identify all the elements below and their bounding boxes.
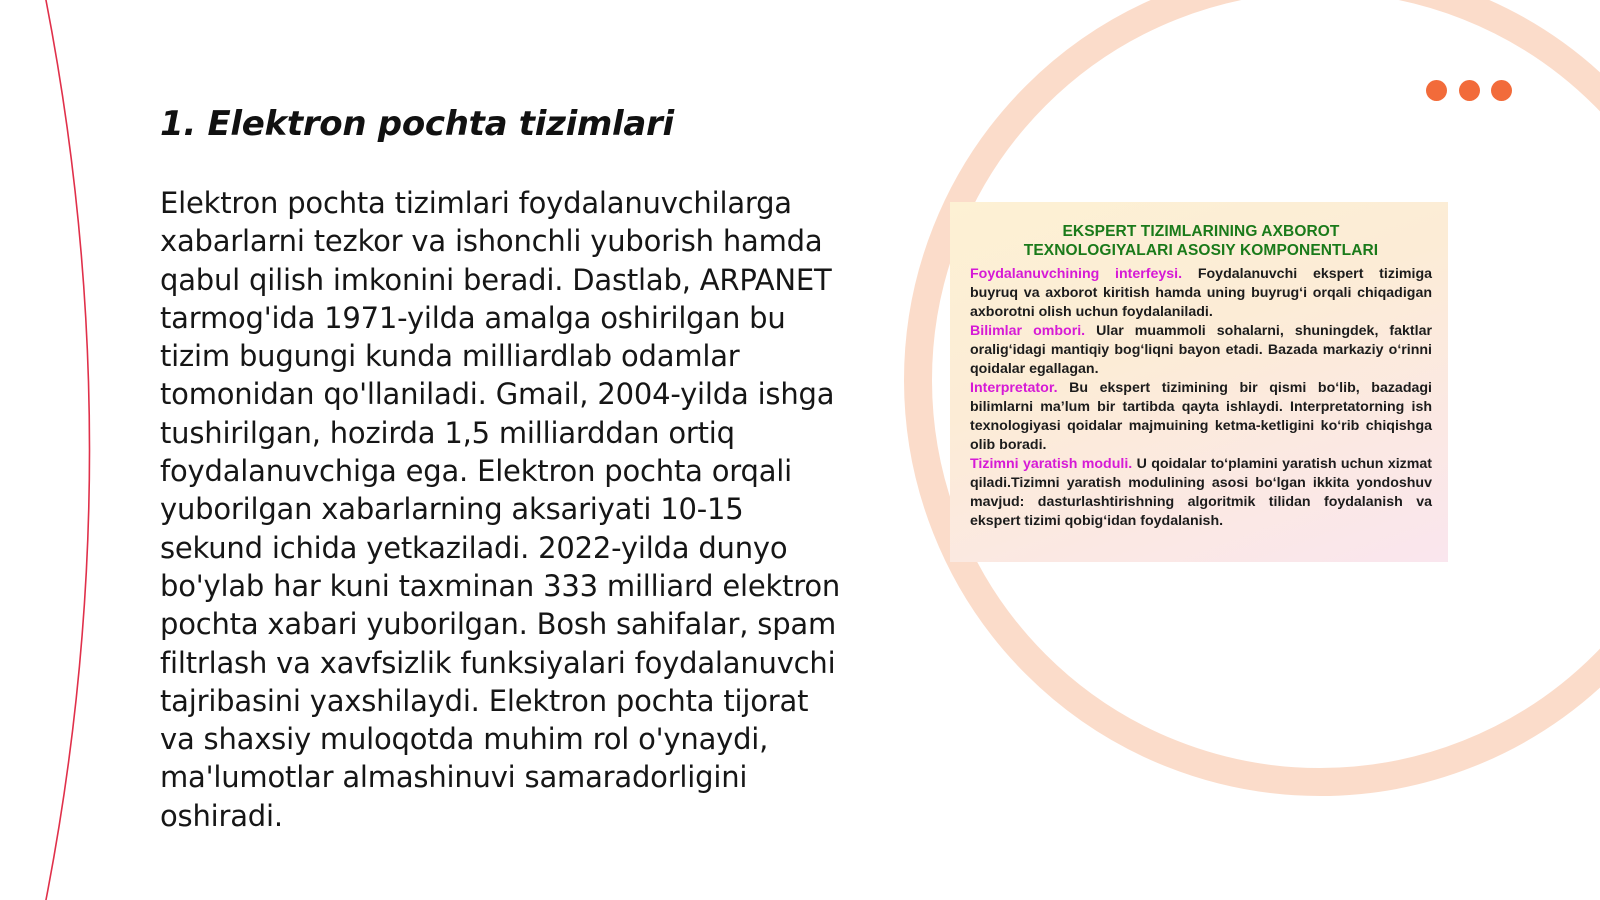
figure-item-term: Foydalanuvchining interfeysi. bbox=[970, 266, 1183, 282]
dot bbox=[1491, 80, 1512, 101]
figure-title bbox=[970, 222, 1432, 260]
slide-title: 1. Elektron pochta tizimlari bbox=[160, 104, 674, 144]
figure-item bbox=[970, 455, 1432, 531]
figure-item bbox=[970, 265, 1432, 322]
figure-item-text: Bu ekspert tizimining bir qismi bo‘lib, bazadagi bilimlarni ma’lum bir tartibda qayta ishlaydi. Interpretatorning ish texnologiyasi qoidalar majmuining ketma-ketligini ko‘rib chiqishga olib boradi. bbox=[970, 380, 1432, 453]
three-dots-icon bbox=[1426, 79, 1512, 101]
dot bbox=[1459, 80, 1480, 101]
figure-item-term: Bilimlar ombori. bbox=[970, 323, 1086, 339]
figure-item bbox=[970, 379, 1432, 455]
figure-item bbox=[970, 322, 1432, 379]
slide-body-text: Elektron pochta tizimlari foydalanuvchilarga xabarlarni tezkor va ishonchli yuborish hamda qabul qilish imkonini beradi. Dastlab, ARPANET tarmog'ida 1971-yilda amalga oshirilgan bu tizim bugungi kunda milliardlab odamlar tomonidan qo'llaniladi. Gmail, 2004-yilda ishga tushirilgan, hozirda 1,5 milliarddan ortiq foydalanuvchiga ega. Elektron pochta orqali yuborilgan xabarlarning aksariyati 10-15 sekund ichida yetkaziladi. 2022-yilda dunyo bo'ylab har kuni taxminan 333 milliard elektron pochta xabari yuborilgan. Bosh sahifalar, spam filtrlash va xavfsizlik funksiyalari foydalanuvchi tajribasini yaxshilaydi. Elektron pochta tijorat va shaxsiy muloqotda muhim rol o'ynaydi, ma'lumotlar almashinuvi samaradorligini oshiradi. bbox=[160, 186, 841, 833]
figure-item-text: Foydalanuvchi ekspert tizimiga buyruq va axborot kiritish hamda uning buyrug‘i orqali chiqadigan axborotni olish uchun foydalaniladi. bbox=[970, 266, 1432, 320]
figure-item-term: Tizimni yaratish moduli. bbox=[970, 456, 1133, 472]
figure-item-term: Interpretator. bbox=[970, 380, 1058, 396]
figure-title-line: EKSPERT TIZIMLARINING AXBOROT bbox=[1062, 223, 1340, 240]
figure-image bbox=[950, 202, 1448, 562]
figure-title-line: TEXNOLOGIYALARI ASOSIY KOMPONENTLARI bbox=[1023, 242, 1379, 259]
left-arc bbox=[44, 0, 90, 900]
figure-item-text: U qoidalar to‘plamini yaratish uchun xizmat qiladi.Tizimni yaratish modulining asosi bo‘lgan ikkita yondoshuv mavjud: dasturlashtirishning algoritmik tilidan foydalanish va ekspert tizimi qobig‘idan foydalanish. bbox=[970, 456, 1432, 529]
dot bbox=[1426, 80, 1447, 101]
figure-item-text: Ular muammoli sohalarni, shuningdek, faktlar oralig‘idagi mantiqiy bog‘liqni bayon etadi. Bazada markaziy o‘rinni qoidalar egallagan. bbox=[970, 323, 1433, 377]
